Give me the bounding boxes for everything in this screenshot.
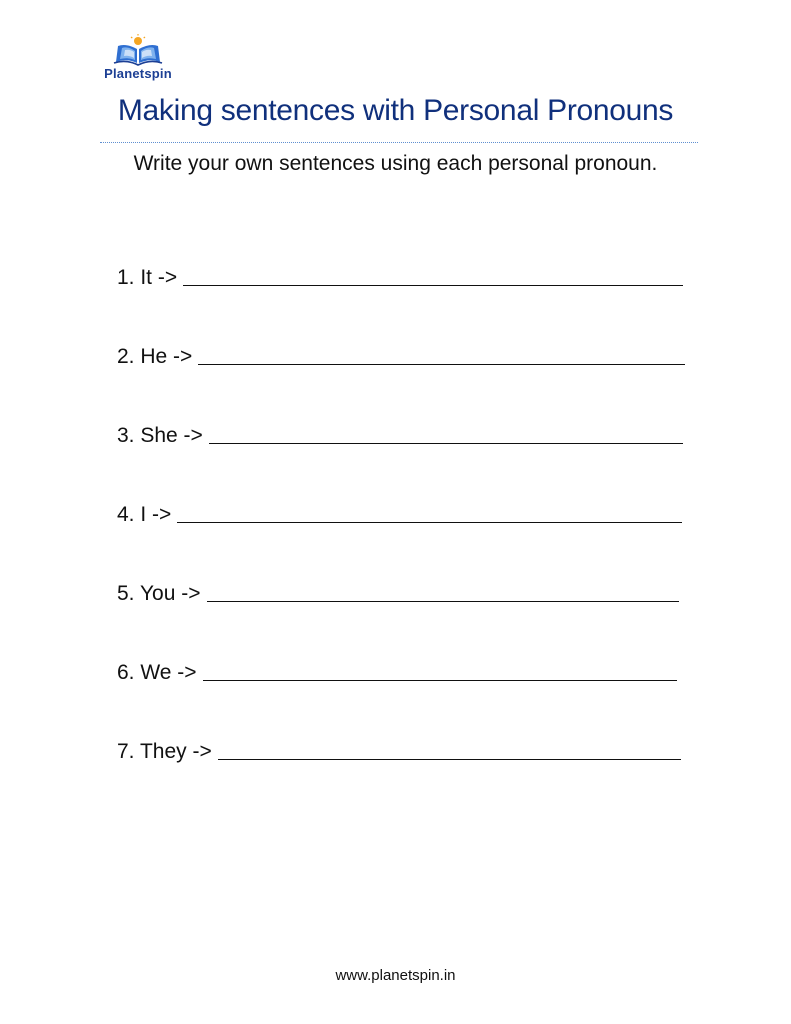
exercise-item-she (117, 416, 683, 448)
exercise-item-he (117, 337, 685, 369)
exercise-item-we (117, 653, 677, 685)
exercise-item-i (117, 495, 682, 527)
exercise-item-they (117, 732, 681, 764)
answer-line[interactable] (209, 443, 683, 444)
brand-logo (100, 30, 176, 86)
exercise-label: 2. He -> (117, 345, 193, 368)
exercise-label: 7. They -> (117, 740, 212, 763)
exercise-label: 4. I -> (117, 503, 172, 526)
answer-line[interactable] (198, 364, 685, 365)
answer-line[interactable] (203, 680, 677, 681)
title-divider (100, 142, 698, 143)
answer-line[interactable] (207, 601, 679, 602)
answer-line[interactable] (177, 522, 682, 523)
exercise-label: 5. You -> (117, 582, 201, 605)
footer-website: www.planetspin.in (335, 967, 456, 984)
exercise-label: 6. We -> (117, 661, 197, 684)
worksheet-instruction: Write your own sentences using each personal pronoun. (133, 152, 658, 175)
worksheet-title: Making sentences with Personal Pronouns (117, 94, 674, 127)
brand-name: Planetspin (104, 66, 172, 81)
exercise-label: 3. She -> (117, 424, 203, 447)
answer-line[interactable] (218, 759, 681, 760)
exercise-label: 1. It -> (117, 266, 178, 289)
open-book-sun-icon (112, 34, 164, 66)
answer-line[interactable] (183, 285, 683, 286)
exercise-item-you (117, 574, 679, 606)
exercise-item-it (117, 258, 683, 290)
